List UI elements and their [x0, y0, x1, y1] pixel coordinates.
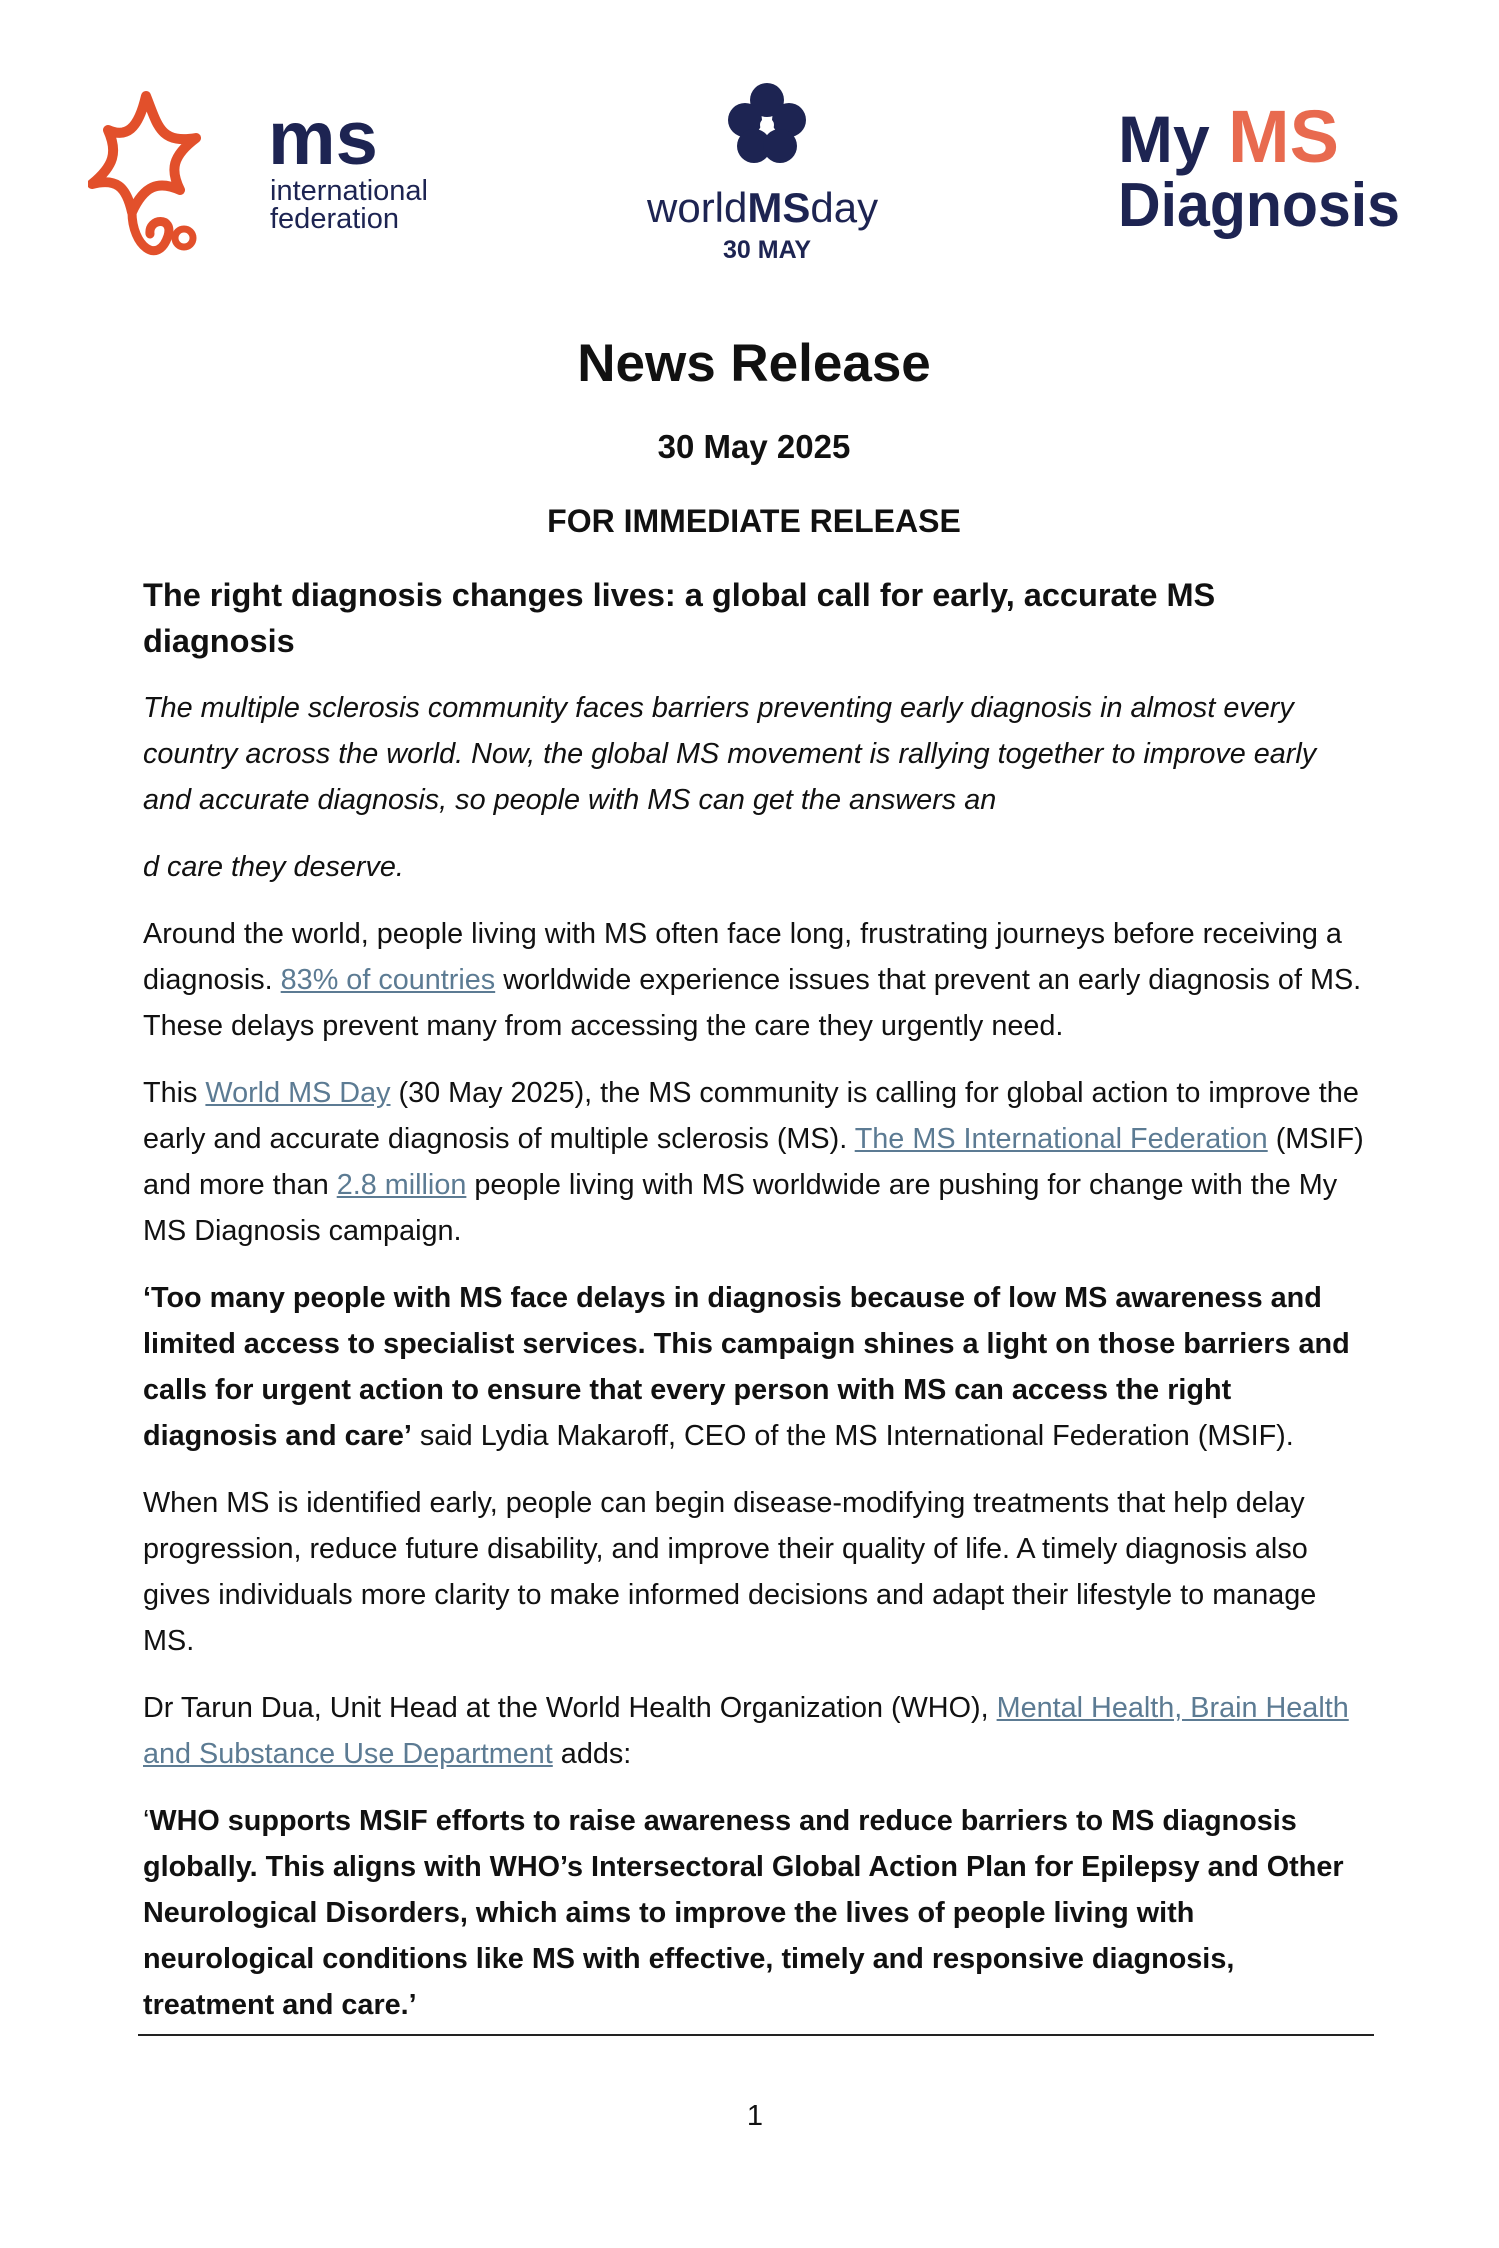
quote-text: WHO supports MSIF efforts to raise awareness and reduce barriers to MS diagnosis globally. This aligns with WHO’s Intersectoral Global Action Plan for Epilepsy and Other Neurological Disorders, which aims to improve the lives of people living with neurological conditions like MS with effective, timely and responsive diagnosis, treatment and care.’ — [143, 1805, 1344, 2021]
world-ms-day-ms: MS — [747, 184, 811, 231]
msif-international-text: international — [270, 175, 428, 207]
quote-text: ‘Too many people with MS face delays in diagnosis because of low MS awareness and limited access to specialist services. This campaign shines a light on those barriers and calls for urgent action to ensure that every person with MS can access the right diagnosis and care’ — [143, 1282, 1350, 1452]
intro-paragraph: The multiple sclerosis community faces barriers preventing early diagnosis in almost every country across the world. Now, the global MS movement is rallying together to improve early and accurate diagnosis, so people with MS can get the answers an — [143, 692, 1317, 816]
paragraph-makaroff-quote — [143, 1275, 1365, 1459]
paragraph-who-intro — [143, 1685, 1365, 1777]
world-ms-day-day: day — [810, 184, 879, 231]
my-ms-diagnosis-ms: MS — [1228, 100, 1339, 178]
footer-divider — [138, 2034, 1374, 2036]
msif-ms-text: ms — [268, 96, 378, 181]
paragraph-early-identification: When MS is identified early, people can begin disease-modifying treatments that help delay progression, reduce future disability, and improve their quality of life. A timely diagnosis also gives individuals more clarity to make informed decisions and adapt their lifestyle to manage MS. — [143, 1487, 1317, 1657]
text: Around the world, people living with MS often face long, frustrating journeys before receiving a diagnosis. — [143, 918, 1342, 996]
world-ms-day-date: 30 MAY — [722, 236, 812, 264]
paragraph-who-quote — [143, 1798, 1365, 2028]
link-83-percent-countries[interactable]: 83% of countries — [280, 964, 496, 996]
text: Dr Tarun Dua, Unit Head at the World Health Organization (WHO), — [143, 1692, 997, 1724]
quote-open-mark: ‘ — [143, 1805, 150, 1837]
link-2-8-million[interactable]: 2.8 million — [336, 1169, 467, 1201]
text: This — [143, 1077, 206, 1109]
text: (30 May 2025), the MS community is calling for global action to improve the early and accurate diagnosis of multiple sclerosis (MS). — [143, 1077, 1359, 1155]
text: people living with MS worldwide are pushing for change with the My MS Diagnosis campaign. — [143, 1169, 1338, 1247]
text: adds: — [552, 1738, 632, 1770]
paragraph-world-ms-day — [143, 1070, 1365, 1254]
svg-text:worldMSday — [646, 184, 878, 231]
my-ms-diagnosis-diagnosis: Diagnosis — [1118, 171, 1400, 240]
release-date: 30 May 2025 — [657, 428, 851, 465]
header-logos — [0, 0, 1499, 300]
my-ms-diagnosis-logo — [1118, 100, 1418, 270]
link-world-ms-day[interactable]: World MS Day — [205, 1077, 391, 1109]
page-title: News Release — [577, 334, 931, 393]
paragraph-diagnosis-journeys — [143, 911, 1365, 1049]
intro-paragraph-continued: d care they deserve. — [143, 851, 404, 883]
msif-federation-text: federation — [270, 203, 399, 235]
link-ms-international-federation[interactable]: The MS International Federation — [854, 1123, 1268, 1155]
world-ms-day-logo — [642, 80, 892, 270]
release-type: FOR IMMEDIATE RELEASE — [547, 503, 961, 539]
page-number: 1 — [746, 2100, 764, 2132]
msif-logo — [88, 86, 448, 276]
world-ms-day-world: world — [647, 184, 748, 231]
text: (MSIF) and more than — [143, 1123, 1364, 1201]
text: worldwide experience issues that prevent an early diagnosis of MS. These delays prevent many from accessing the care they urgently need. — [143, 964, 1362, 1042]
headline: The right diagnosis changes lives: a global call for early, accurate MS diagnosis — [143, 577, 1216, 659]
quote-attribution: said Lydia Makaroff, CEO of the MS International Federation (MSIF). — [411, 1420, 1294, 1452]
my-ms-diagnosis-my: My — [1118, 102, 1210, 176]
world-ms-day-flower-icon — [728, 83, 806, 163]
link-who-mental-health-department[interactable]: Mental Health, Brain Health and Substance Use Department — [143, 1692, 1349, 1770]
document-body — [143, 330, 1365, 2028]
msif-star-icon — [88, 86, 448, 276]
